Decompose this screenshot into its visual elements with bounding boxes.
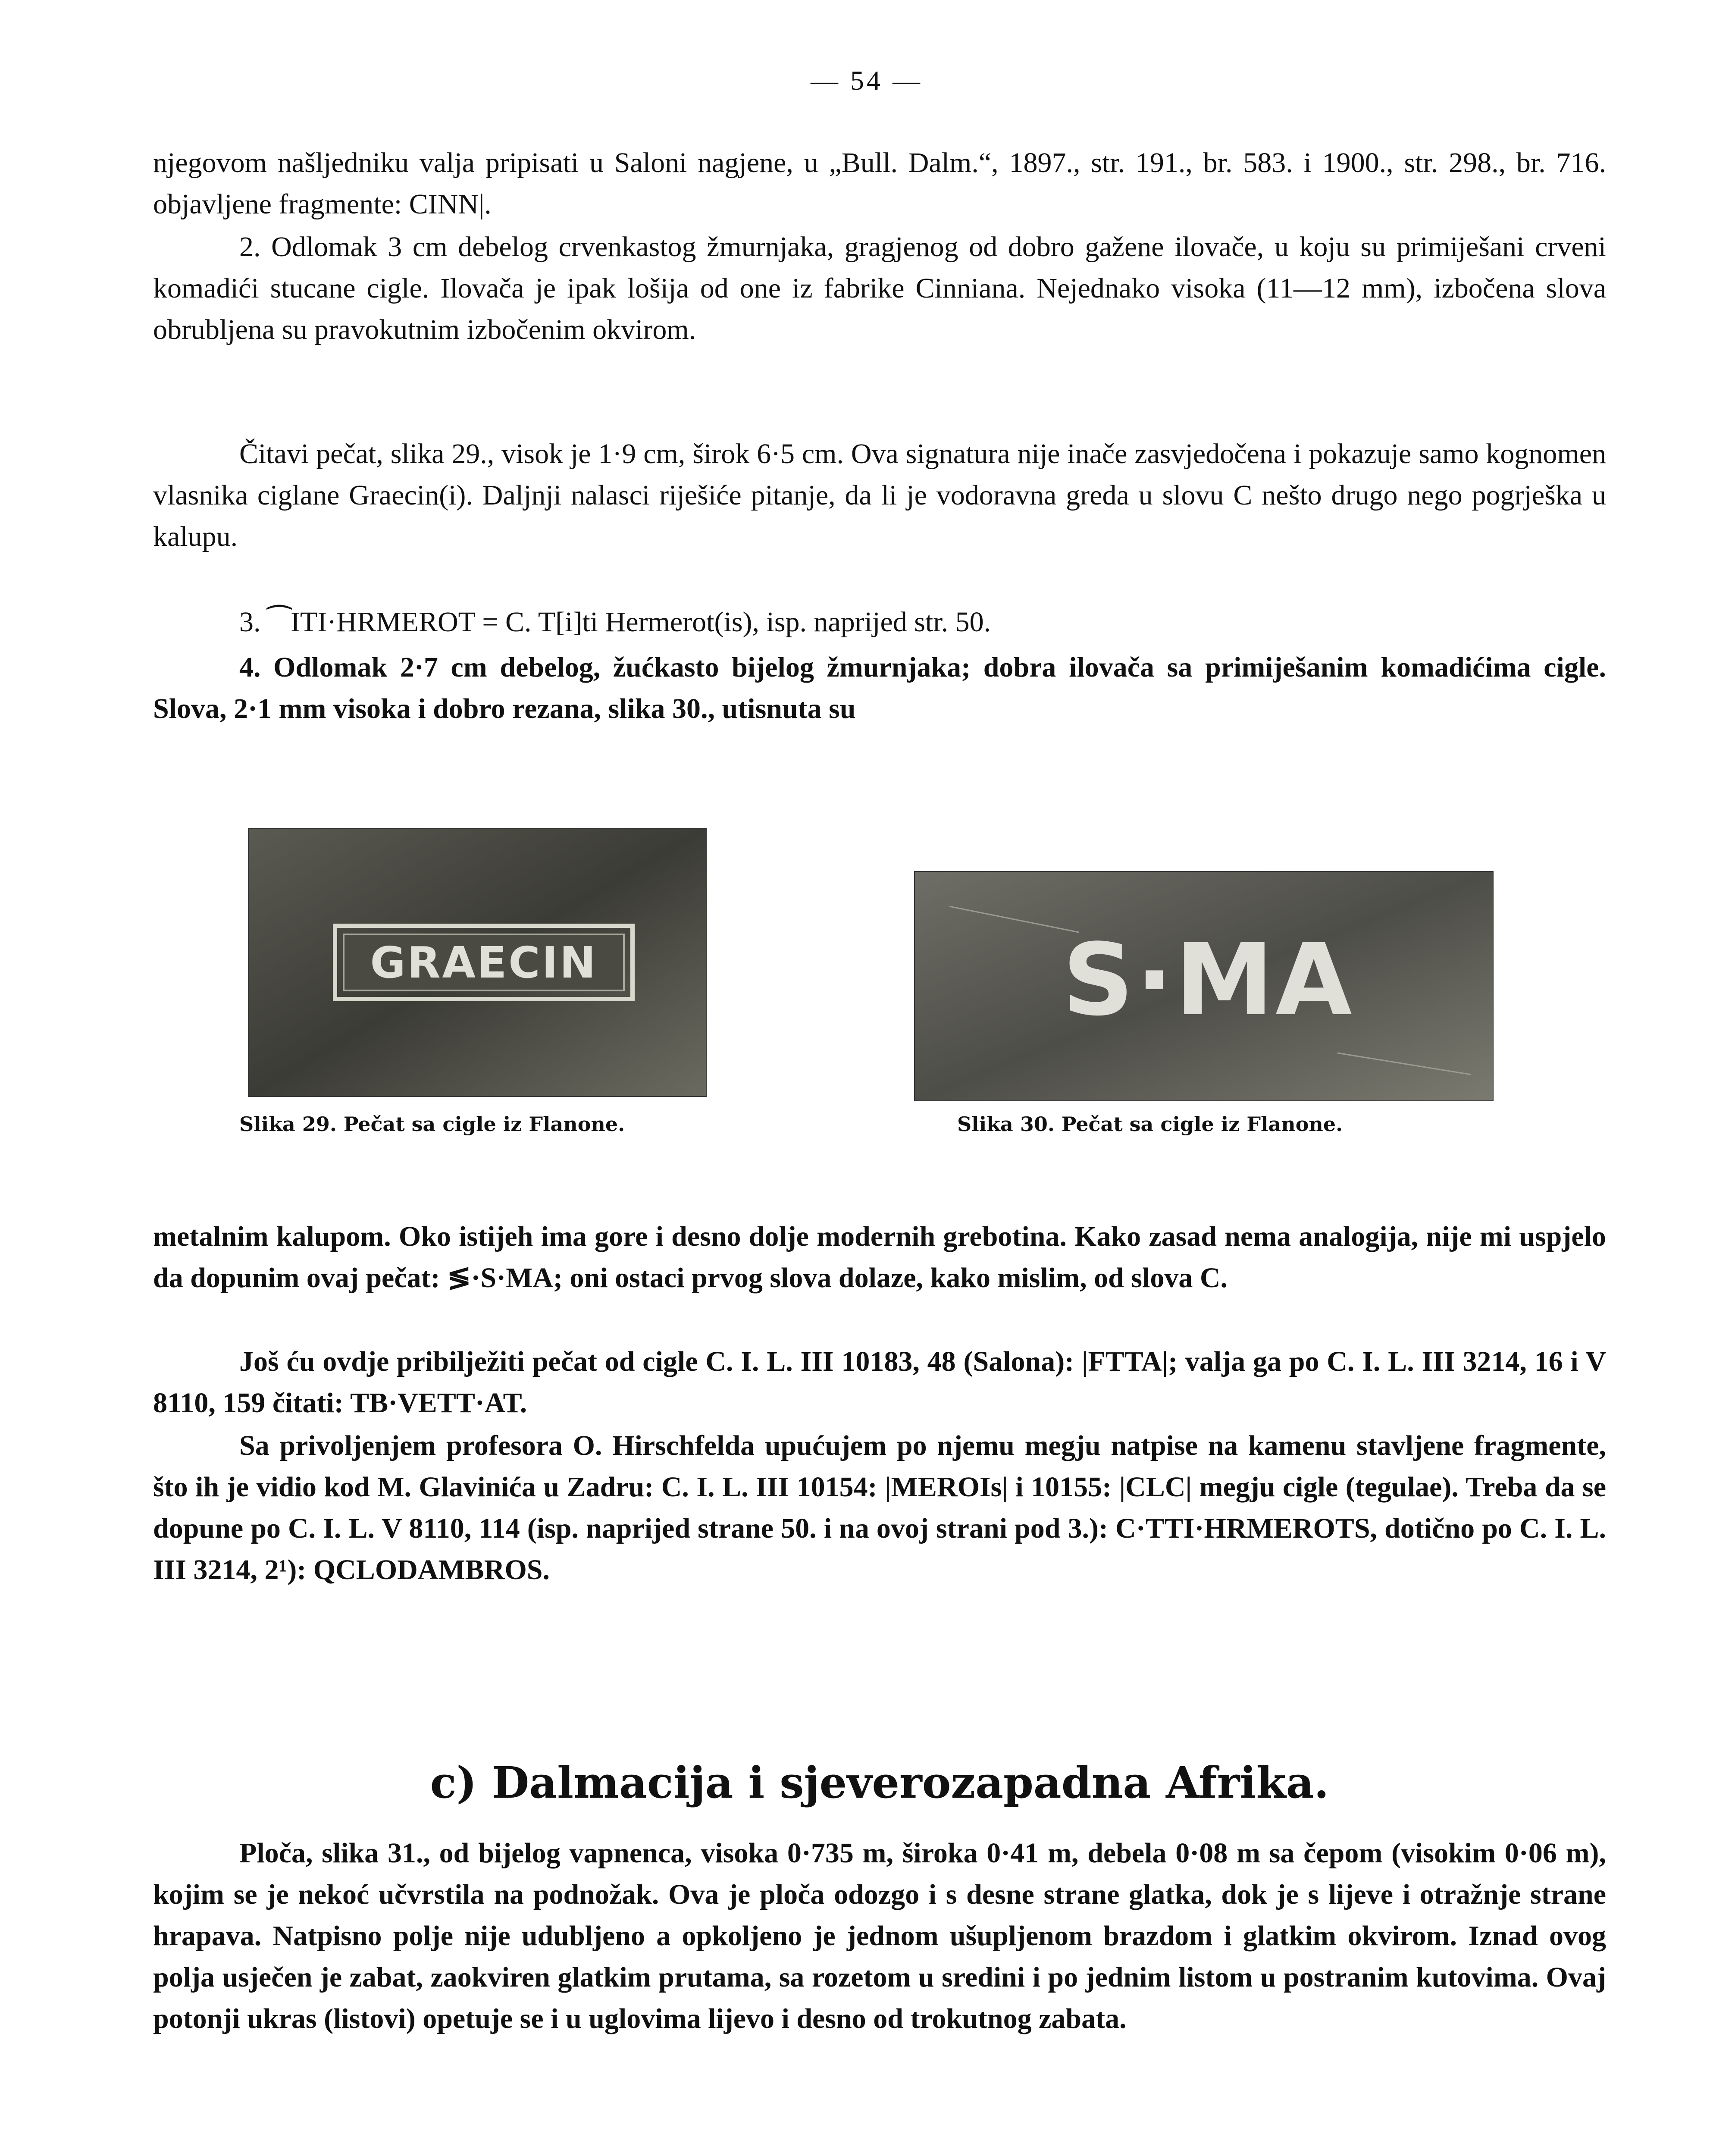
paragraph-9: Ploča, slika 31., od bijelog vapnenca, visoka 0·735 m, široka 0·41 m, debela 0·08 m sa čepom (visokim 0·06 m), kojim se je nekoć učvrstila na podnožak. Ova je ploča odozgo i s desne strane glatka, dok je s lijeve i otražnje strane hrapava. Natpisno polje nije udubljeno a opkoljeno je jednom ušupljenom brazdom i glatkim okvirom. Iznad ovog polja usječen je zabat, zaokviren glatkim prutama, sa rozetom u sredini i po jednim listom u postranim kutovima. Ovaj potonji ukras (listovi) opetuje se i u uglovima lijevo i desno od trokutnog zabata. (153, 1837, 1606, 2034)
figure-29-image (248, 828, 707, 1097)
brick-stamp-sma-image (915, 872, 1493, 1100)
stamp-sma-text: S·MA (1062, 923, 1354, 1038)
paragraph-7: Još ću ovdje pribilježiti pečat od cigle C. I. L. III 10183, 48 (Salona): |FTTA|; valja ga po C. I. L. III 3214, 16 i V 8110, 159 čitati: TB·VETT·AT. (153, 1346, 1606, 1419)
paragraph-6: metalnim kalupom. Oko istijeh ima gore i desno dolje modernih grebotina. Kako zasad nema analogija, nije mi uspjelo da dopunim ovaj pečat: ≶·S·MA; oni ostaci prvog slova dolaze, kako mislim, od slova C. (153, 1221, 1606, 1294)
paragraph-1: njegovom našljedniku valja pripisati u Saloni nagjene, u „Bull. Dalm.“, 1897., str. 191., br. 583. i 1900., str. 298., br. 716. objavljene fragmente: CINN|. (153, 147, 1606, 220)
page-number: — 54 — (811, 65, 923, 96)
paragraph-8: Sa privoljenjem profesora O. Hirschfelda upućujem po njemu megju natpise na kamenu stavljene fragmente, što ih je vidio kod M. Glavinića u Zadru: C. I. L. III 10154: |MEROIs| i 10155: |CLC| megju cigle (tegulae). Treba da se dopune po C. I. L. V 8110, 114 (isp. naprijed strane 50. i na ovoj strani pod 3.): C·TTI·HRMEROTS, dotično po C. I. L. III 3214, 2¹): QCLODAMBROS. (153, 1430, 1606, 1586)
stamp-graecin-text: GRAECIN (370, 937, 598, 988)
paragraph-3: Čitavi pečat, slika 29., visok je 1·9 cm, širok 6·5 cm. Ova signatura nije inače zasvjedočena i pokazuje samo kognomen vlasnika ciglane Graecin(i). Daljnji nalasci riješiće pitanje, da li je vodoravna greda u slovu C nešto drugo nego pogrješka u kalupu. (153, 438, 1606, 552)
paragraph-4: 3. ⁀ITI·HRMEROT = C. T[i]ti Hermerot(is), isp. naprijed str. 50. (239, 606, 991, 638)
figure-30-image (914, 871, 1494, 1101)
section-heading: c) Dalmacija i sjeverozapadna Afrika. (430, 1757, 1329, 1808)
figure-30-caption: Slika 30. Pečat sa cigle iz Flanone. (957, 1112, 1343, 1136)
paragraph-2: 2. Odlomak 3 cm debelog crvenkastog žmurnjaka, gragjenog od dobro gažene ilovače, u koju su primiješani crveni komadići stucane cigle. Ilovača je ipak lošija od one iz fabrike Cinniana. Nejednako visoka (11—12 mm), izbočena slova obrubljena su pravokutnim izbočenim okvirom. (153, 231, 1606, 345)
figure-29-caption: Slika 29. Pečat sa cigle iz Flanone. (239, 1112, 625, 1136)
brick-stamp-graecin-image (249, 829, 706, 1096)
paragraph-5: 4. Odlomak 2·7 cm debelog, žućkasto bijelog žmurnjaka; dobra ilovača sa primiješanim komadićima cigle. Slova, 2·1 mm visoka i dobro rezana, slika 30., utisnuta su (153, 652, 1606, 724)
